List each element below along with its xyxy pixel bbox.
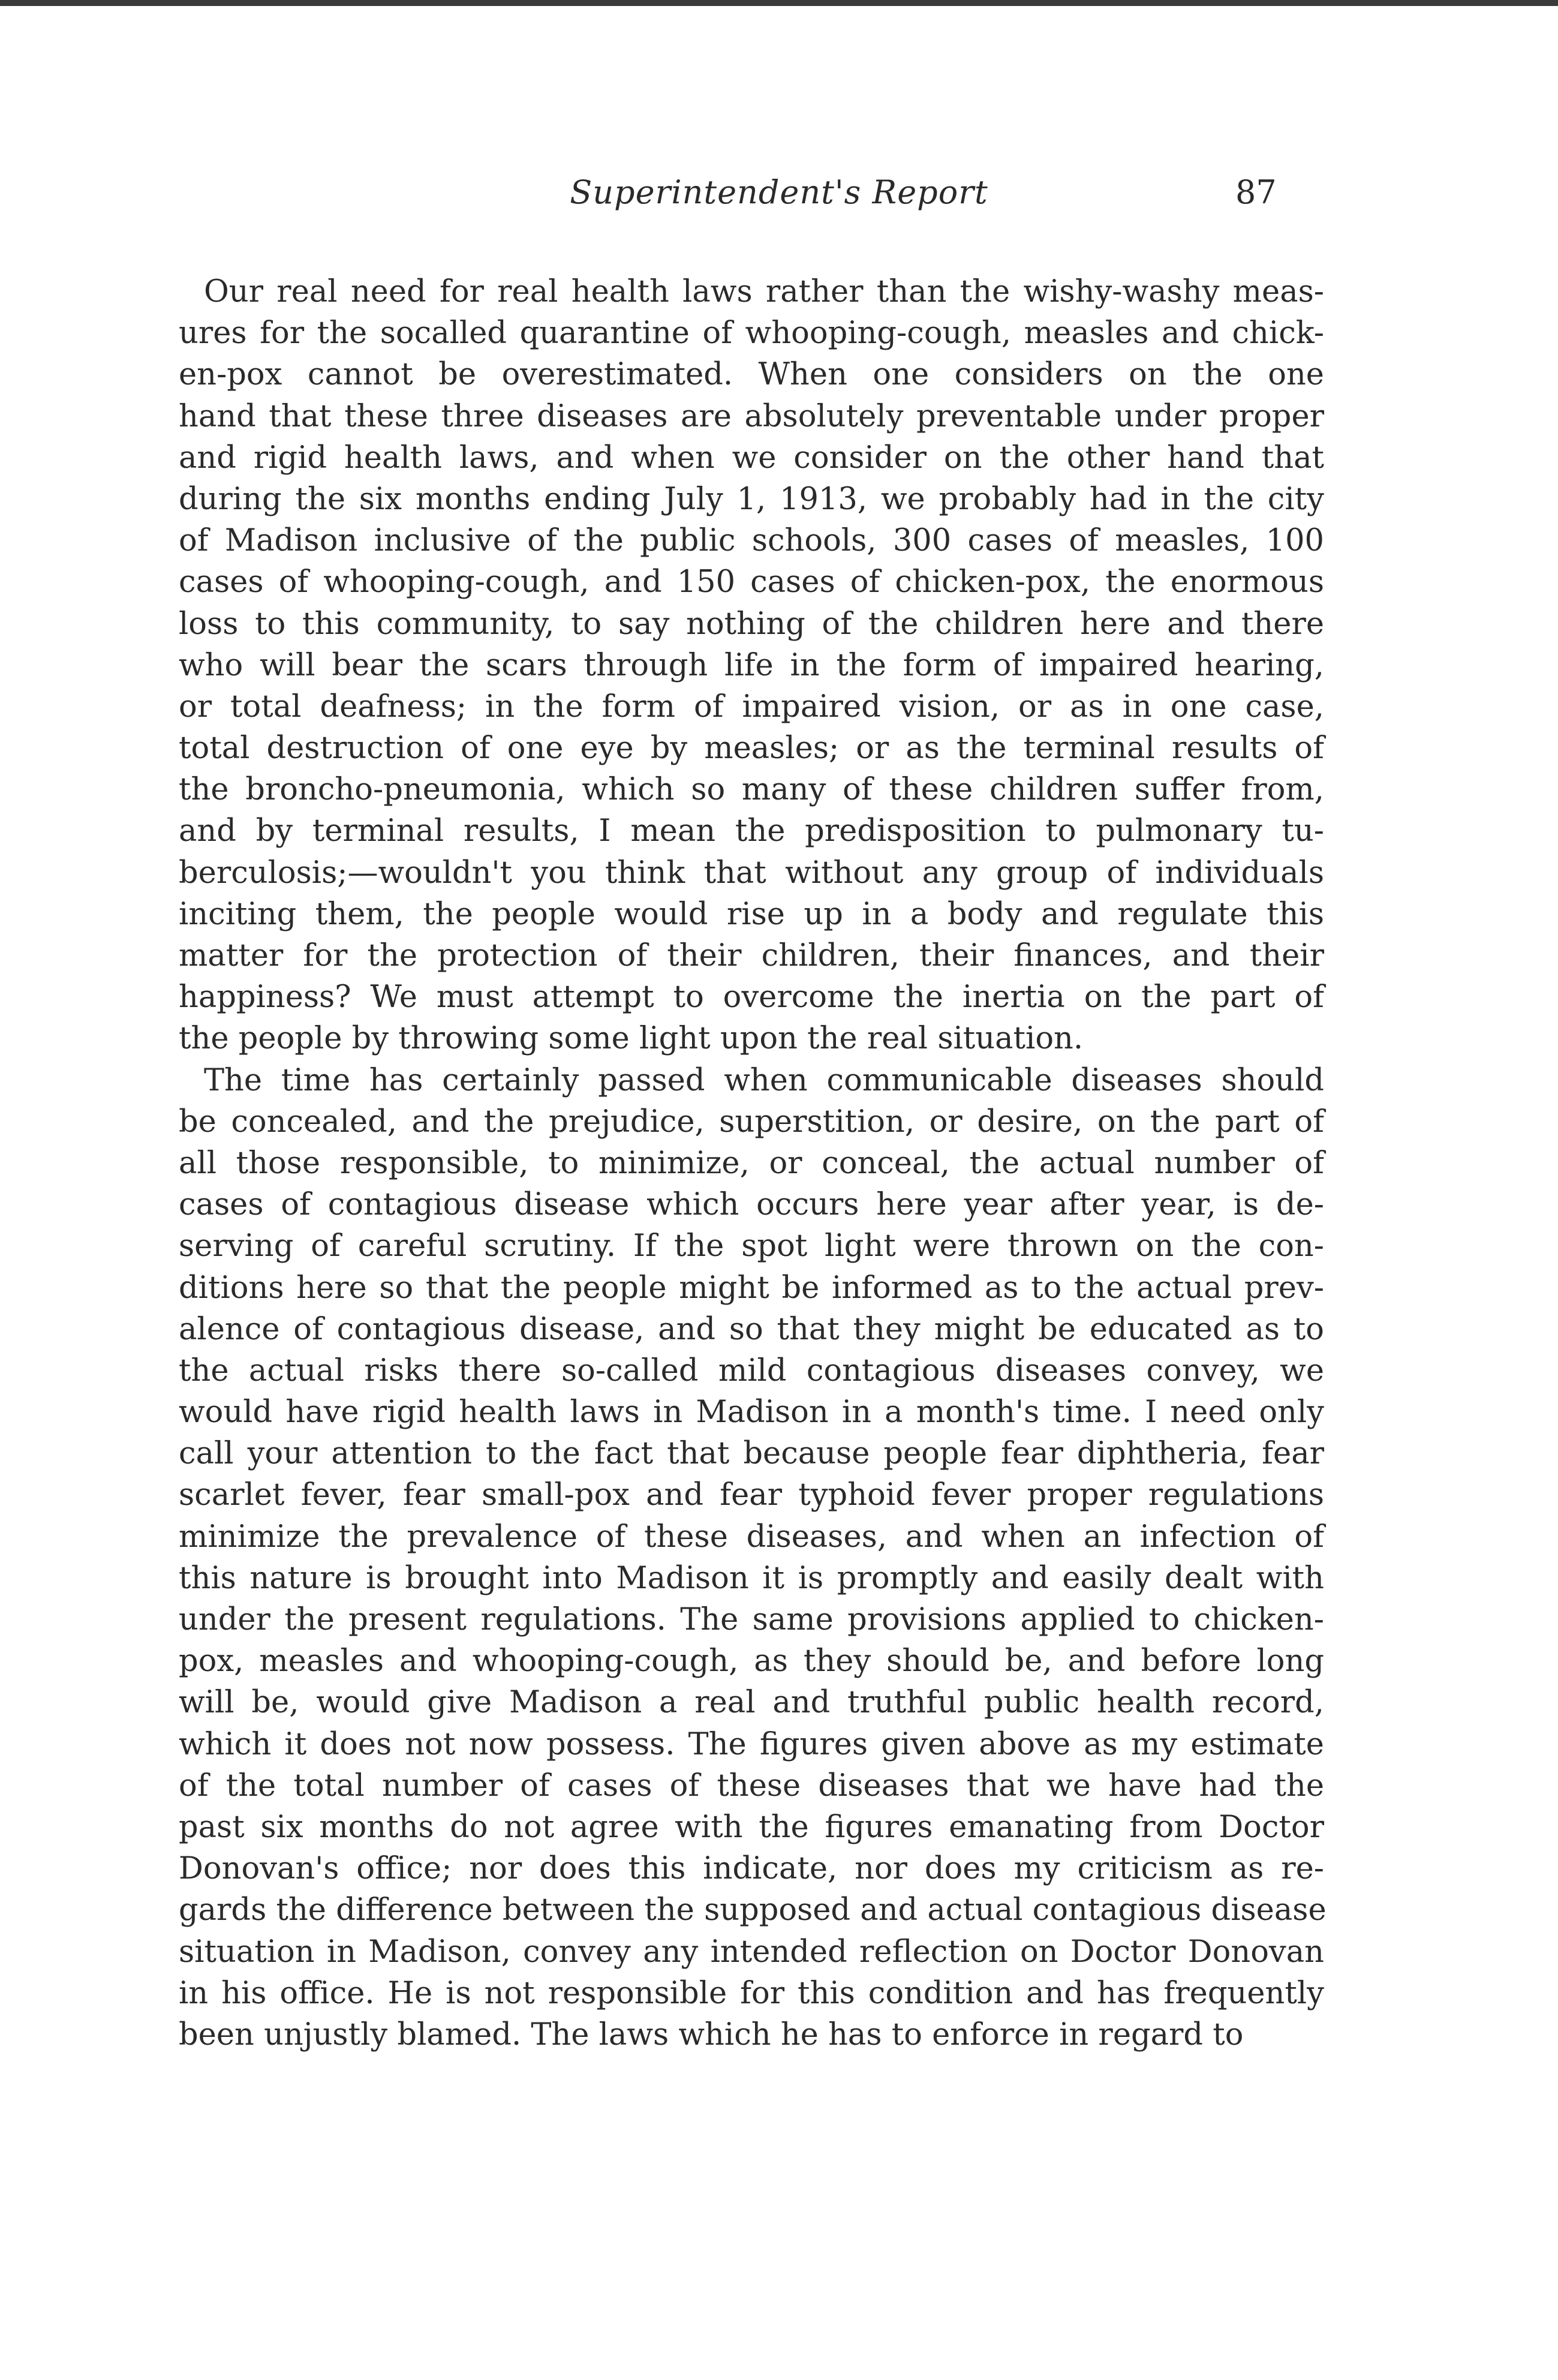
text-line: en-pox cannot be overestimated. When one considers on the one: [179, 357, 1324, 393]
text-line: this nature is brought into Madison it is promptly and easily dealt with: [179, 1560, 1324, 1596]
text-line: the people by throwing some light upon the real situation.: [179, 1021, 1084, 1057]
text-line: which it does not now possess. The figures given above as my estimate: [179, 1726, 1324, 1762]
text-line: happiness? We must attempt to overcome the inertia on the part of: [179, 979, 1324, 1015]
text-line: will be, would give Madison a real and truthful public health record,: [179, 1685, 1324, 1721]
text-line: loss to this community, to say nothing of the children here and there: [179, 606, 1324, 642]
paragraph-health-laws: [179, 271, 1324, 1060]
text-line: Donovan's office; nor does this indicate, nor does my criticism as re-: [179, 1851, 1324, 1887]
text-line: alence of contagious disease, and so that they might be educated as to: [179, 1311, 1324, 1347]
text-line: under the present regulations. The same provisions applied to chicken-: [179, 1602, 1324, 1637]
text-line: gards the difference between the supposed and actual contagious disease: [179, 1892, 1327, 1928]
text-line: ures for the socalled quarantine of whooping-cough, measles and chick-: [179, 315, 1324, 351]
body-text: [179, 271, 1327, 2056]
text-line: total destruction of one eye by measles; or as the terminal results of: [179, 731, 1324, 767]
text-line: Our real need for real health laws rather than the wishy-washy meas-: [204, 274, 1324, 309]
text-line: and rigid health laws, and when we consider on the other hand that: [179, 440, 1324, 476]
text-line: pox, measles and whooping-cough, as they should be, and before long: [179, 1643, 1324, 1679]
text-line: past six months do not agree with the figures emanating from Doctor: [179, 1809, 1324, 1845]
text-line: scarlet fever, fear small-pox and fear typhoid fever proper regulations: [179, 1477, 1324, 1513]
text-line: and by terminal results, I mean the predisposition to pulmonary tu-: [179, 813, 1324, 849]
text-line: who will bear the scars through life in the form of impaired hearing,: [179, 647, 1324, 683]
text-line: during the six months ending July 1, 1913, we probably had in the city: [179, 481, 1324, 517]
text-line: been unjustly blamed. The laws which he has to enforce in regard to: [179, 2017, 1244, 2053]
running-head-title: Superintendent's Report: [570, 173, 988, 211]
text-line: cases of whooping-cough, and 150 cases of chicken-pox, the enormous: [179, 564, 1324, 600]
text-line: matter for the protection of their children, their finances, and their: [179, 938, 1324, 973]
text-line: ditions here so that the people might be informed as to the actual prev-: [179, 1270, 1324, 1306]
text-line: the actual risks there so-called mild contagious diseases convey, we: [179, 1353, 1324, 1389]
text-line: minimize the prevalence of these diseases, and when an infection of: [179, 1519, 1324, 1555]
text-line: berculosis;—wouldn't you think that without any group of individuals: [179, 855, 1324, 891]
text-line: or total deafness; in the form of impaired vision, or as in one case,: [179, 689, 1324, 725]
text-line: The time has certainly passed when communicable diseases should: [204, 1062, 1324, 1098]
text-line: of Madison inclusive of the public schools, 300 cases of measles, 100: [179, 523, 1324, 559]
paragraph-communicable-diseases: [179, 1060, 1327, 2056]
text-line: of the total number of cases of these diseases that we have had the: [179, 1768, 1324, 1804]
text-line: serving of careful scrutiny. If the spot light were thrown on the con-: [179, 1228, 1324, 1264]
page-number: 87: [1235, 173, 1277, 211]
text-line: inciting them, the people would rise up in a body and regulate this: [179, 896, 1324, 932]
text-line: be concealed, and the prejudice, superstition, or desire, on the part of: [179, 1104, 1324, 1140]
text-line: situation in Madison, convey any intended reflection on Doctor Donovan: [179, 1934, 1324, 1970]
text-line: all those responsible, to minimize, or conceal, the actual number of: [179, 1145, 1324, 1181]
text-line: in his office. He is not responsible for this condition and has frequently: [179, 1975, 1324, 2011]
text-line: hand that these three diseases are absolutely preventable under proper: [179, 398, 1324, 434]
text-line: the broncho-pneumonia, which so many of these children suffer from,: [179, 772, 1324, 808]
text-line: cases of contagious disease which occurs here year after year, is de-: [179, 1187, 1324, 1223]
text-line: would have rigid health laws in Madison in a month's time. I need only: [179, 1395, 1324, 1431]
text-line: call your attention to the fact that because people fear diphtheria, fear: [179, 1436, 1324, 1472]
